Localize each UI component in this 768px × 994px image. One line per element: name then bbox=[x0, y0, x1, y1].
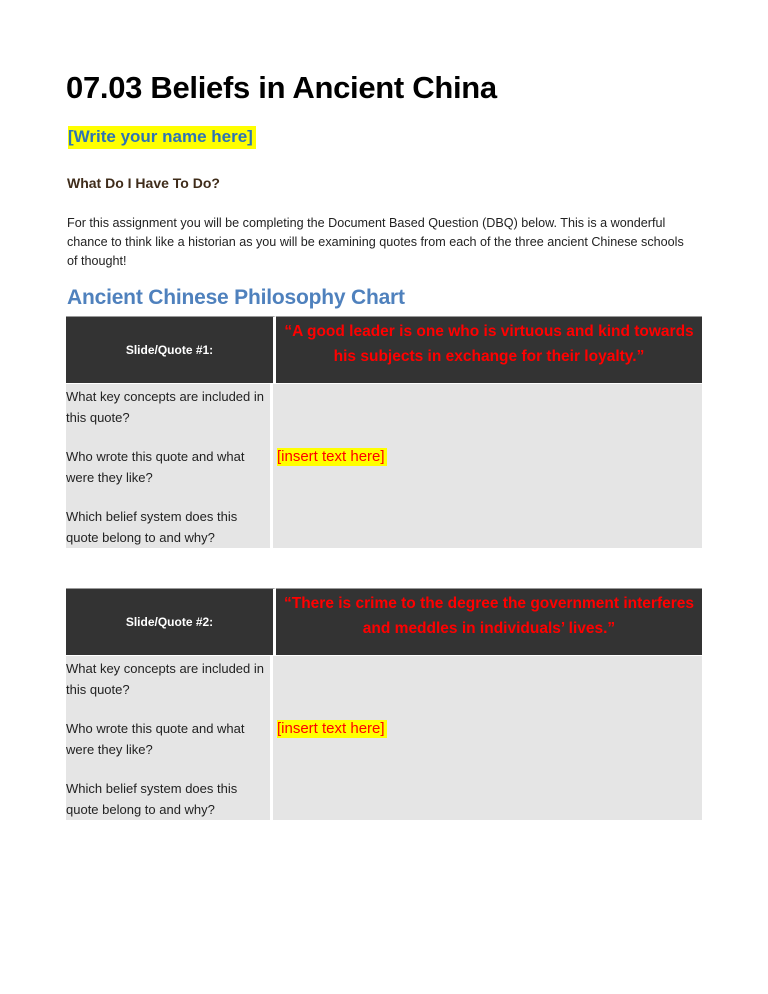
name-input-placeholder[interactable]: [Write your name here] bbox=[68, 126, 256, 149]
answer-cell[interactable] bbox=[273, 656, 702, 820]
quote-table-body-row bbox=[66, 384, 702, 548]
question-key-concepts: What key concepts are included in this quote? bbox=[66, 389, 264, 425]
question-author: Who wrote this quote and what were they like? bbox=[66, 449, 245, 485]
quote-table-header-row bbox=[66, 316, 702, 383]
answer-placeholder[interactable]: [insert text here] bbox=[277, 448, 385, 465]
quote-table-2 bbox=[66, 588, 702, 820]
instructions-heading: What Do I Have To Do? bbox=[67, 175, 220, 191]
question-list bbox=[66, 656, 273, 820]
question-list bbox=[66, 384, 273, 548]
page-title: 07.03 Beliefs in Ancient China bbox=[66, 70, 497, 105]
answer-cell[interactable] bbox=[273, 384, 702, 548]
question-belief-system: Which belief system does this quote belong to and why? bbox=[66, 781, 238, 817]
answer-placeholder[interactable]: [insert text here] bbox=[277, 720, 385, 737]
question-author: Who wrote this quote and what were they like? bbox=[66, 721, 245, 757]
question-belief-system: Which belief system does this quote belong to and why? bbox=[66, 509, 238, 545]
quote-text: “There is crime to the degree the government interferes and meddles in individuals’ lives.” bbox=[276, 588, 702, 655]
chart-section-title: Ancient Chinese Philosophy Chart bbox=[67, 286, 405, 309]
quote-table-header-row bbox=[66, 588, 702, 655]
quote-label: Slide/Quote #1: bbox=[66, 316, 276, 383]
quote-text: “A good leader is one who is virtuous and kind towards his subjects in exchange for their loyalty.” bbox=[276, 316, 702, 383]
question-key-concepts: What key concepts are included in this quote? bbox=[66, 661, 264, 697]
instructions-paragraph: For this assignment you will be completing the Document Based Question (DBQ) below. This is a wonderful chance to think like a historian as you will be examining quotes from each of the three ancient Chinese schools of thought! bbox=[67, 216, 684, 268]
quote-table-1 bbox=[66, 316, 702, 548]
quote-table-body-row bbox=[66, 656, 702, 820]
quote-label: Slide/Quote #2: bbox=[66, 588, 276, 655]
